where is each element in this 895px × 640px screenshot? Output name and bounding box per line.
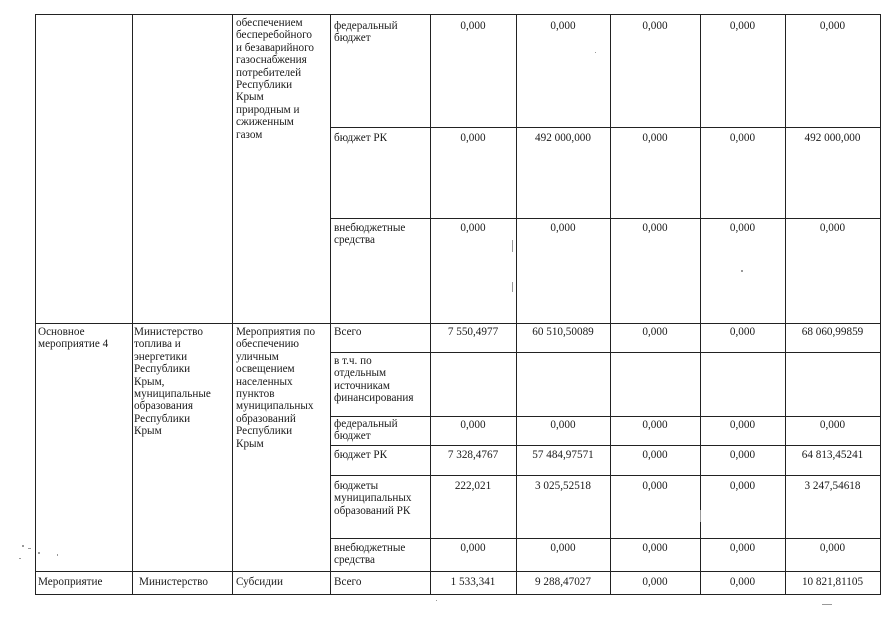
value-cell: 0,000 [642, 326, 668, 338]
funding-source: в т.ч. по отдельным источникам финансирования [334, 355, 414, 405]
value-cell: 0,000 [550, 20, 576, 32]
value-cell: 57 484,97571 [532, 449, 594, 461]
value-cell: 10 821,81105 [801, 576, 864, 588]
grid-line [330, 475, 881, 476]
grid-line [35, 14, 36, 595]
value-cell: 492 000,000 [804, 132, 861, 144]
speck [700, 510, 701, 522]
value-cell: 60 510,50089 [532, 326, 594, 338]
value-cell: 68 060,99859 [801, 326, 864, 338]
value-cell: 0,000 [819, 419, 846, 431]
funding-source: федеральный бюджет [334, 418, 398, 443]
grid-line [232, 14, 233, 595]
speck [19, 558, 21, 559]
value-cell: 0,000 [642, 449, 668, 461]
value-cell: 9 288,47027 [535, 576, 591, 588]
value-cell: 0,000 [460, 419, 486, 431]
grid-line [330, 538, 881, 539]
value-cell: 0,000 [642, 542, 668, 554]
grid-line [330, 352, 881, 353]
value-cell: 0,000 [460, 132, 486, 144]
measure-description: обеспечением бесперебойного и безаварийного газоснабжения потребителей Республики Крым природным и сжиженным газом [236, 17, 314, 141]
grid-line [610, 14, 611, 595]
executor-name: Министерство [139, 576, 208, 588]
speck [595, 52, 596, 53]
value-cell: 0,000 [729, 480, 756, 492]
funding-source: внебюджетные средства [334, 222, 406, 247]
value-cell: 64 813,45241 [801, 449, 864, 461]
value-cell: 0,000 [729, 20, 756, 32]
grid-line [35, 571, 881, 572]
value-cell: 7 550,4977 [447, 326, 499, 338]
value-cell: 222,021 [454, 480, 492, 492]
grid-line [35, 594, 881, 595]
measure-description: Субсидии [236, 576, 283, 588]
grid-line [516, 14, 517, 595]
grid-line [880, 14, 881, 595]
speck [57, 554, 58, 556]
value-cell: 7 328,4767 [447, 449, 499, 461]
activity-name: Мероприятие [38, 576, 103, 588]
executor-name: Министерство топлива и энергетики Республики Крым, муниципальные образования Республики Крым [134, 326, 211, 438]
value-cell: 3 247,54618 [804, 480, 861, 492]
value-cell: 0,000 [460, 542, 486, 554]
value-cell: 0,000 [729, 419, 756, 431]
value-cell: 0,000 [460, 20, 486, 32]
measure-description: Мероприятия по обеспечению уличным освещением населенных пунктов муниципальных образований Республики Крым [236, 326, 316, 450]
value-cell: 0,000 [729, 326, 756, 338]
speck [822, 604, 832, 605]
value-cell: 0,000 [642, 419, 668, 431]
value-cell: 3 025,52518 [535, 480, 591, 492]
value-cell: 0,000 [550, 542, 576, 554]
speck [512, 240, 513, 252]
value-cell: 0,000 [642, 20, 668, 32]
value-cell: 0,000 [819, 542, 846, 554]
grid-line [785, 14, 786, 595]
grid-line [700, 14, 701, 595]
speck [512, 282, 513, 292]
grid-line [35, 14, 881, 15]
value-cell: 0,000 [642, 480, 668, 492]
speck [22, 545, 24, 547]
value-cell: 0,000 [550, 222, 576, 234]
value-cell: 492 000,000 [535, 132, 591, 144]
grid-line [35, 323, 881, 324]
funding-source: Всего [334, 326, 362, 338]
grid-line [330, 445, 881, 446]
speck [28, 548, 31, 549]
grid-line [330, 127, 881, 128]
value-cell: 1 533,341 [450, 576, 496, 588]
value-cell: 0,000 [729, 542, 756, 554]
funding-source: бюджет РК [334, 132, 388, 144]
value-cell: 0,000 [460, 222, 486, 234]
funding-source: Всего [334, 576, 362, 588]
value-cell: 0,000 [729, 222, 756, 234]
grid-line [330, 218, 881, 219]
grid-line [330, 416, 881, 417]
value-cell: 0,000 [729, 576, 756, 588]
grid-line [430, 14, 431, 595]
speck [38, 552, 40, 554]
grid-line [330, 14, 331, 595]
value-cell: 0,000 [729, 132, 756, 144]
funding-source: федеральный бюджет [334, 20, 398, 45]
value-cell: 0,000 [642, 576, 668, 588]
value-cell: 0,000 [819, 20, 846, 32]
activity-name: Основное мероприятие 4 [38, 326, 109, 351]
speck [436, 600, 437, 601]
speck [741, 270, 743, 272]
value-cell: 0,000 [819, 222, 846, 234]
value-cell: 0,000 [642, 222, 668, 234]
value-cell: 0,000 [550, 419, 576, 431]
value-cell: 0,000 [642, 132, 668, 144]
value-cell: 0,000 [729, 449, 756, 461]
funding-source: бюджет РК [334, 449, 388, 461]
funding-source: внебюджетные средства [334, 542, 406, 567]
grid-line [132, 14, 133, 595]
funding-source: бюджеты муниципальных образований РК [334, 480, 412, 517]
